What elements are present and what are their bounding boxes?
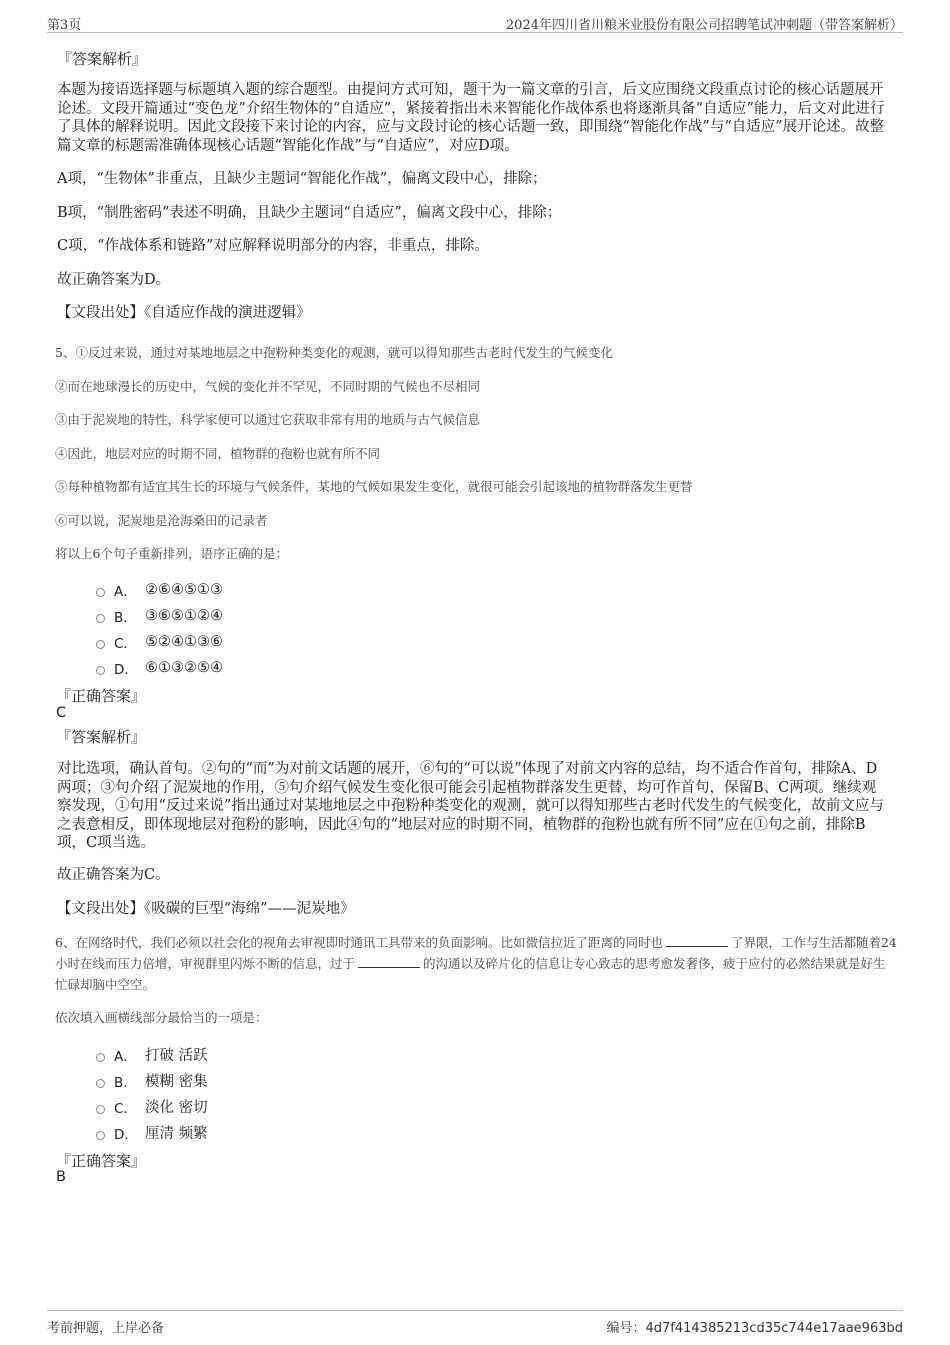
q5-sentence-1: 5、①反过来说，通过对某地地层之中孢粉种类变化的观测，就可以得知那些古老时代发生的气候变化 <box>55 345 613 360</box>
q4-analysis-label: 『答案解析』 <box>57 50 148 68</box>
q4-source: 【文段出处】《自适应作战的演进逻辑》 <box>57 305 311 321</box>
radio-icon[interactable] <box>96 614 105 623</box>
page-number: 第3页 <box>47 18 82 33</box>
q5-analysis-text: 对比选项，确认首句。②句的“而”为对前文话题的展开，⑥句的“可以说”体现了对前文内容的总结，均不适合作首句，排除A、D两项；③句介绍了泥炭地的作用，⑤句介绍气候发生变化很可能会引起植物群落发生更替，均可作首句，保留B、C两项。继续观察发现，①句用“反过来说”指出通过对某地地层之中孢粉种类变化的观测，就可以得知那些古老时代发生的气候变化，故前文应与之表意相反，即体现地层对孢粉的影响，因此④句的“地层对应的时期不同，植物群的孢粉也就有所不同”应在①句之前，排除B项，C项当选。 <box>57 761 884 851</box>
q6-option-d[interactable]: D． 厘清 频繁 <box>96 1122 208 1143</box>
q5-option-c[interactable]: C． ⑤②④①③⑥ <box>96 632 223 652</box>
q5-option-a[interactable]: A． ②⑥④⑤①③ <box>96 580 223 600</box>
document-title: 2024年四川省川粮米业股份有限公司招聘笔试冲刺题（带答案解析） <box>505 18 903 33</box>
q5-sentence-6: ⑥可以说，泥炭地是沧海桑田的记录者 <box>55 513 268 528</box>
q4-option-c-note: C项，“作战体系和链路”对应解释说明部分的内容，非重点，排除。 <box>57 238 489 254</box>
q4-conclusion: 故正确答案为D。 <box>57 272 171 288</box>
q5-option-d[interactable]: D． ⑥①③②⑤④ <box>96 658 223 678</box>
q5-sentence-5: ⑤每种植物都有适宜其生长的环境与气候条件，某地的气候如果发生变化，就很可能会引起该地的植物群落发生更替 <box>55 479 693 494</box>
q6-stem: 6、在网络时代，我们必须以社会化的视角去审视即时通讯工具带来的负面影响。比如微信拉近了距离的同时也 了界限，工作与生活都随着24小时在线而压力倍增，审视群里闪烁不断的信息，过于 的沟通以及碎片化的信息让专心致志的思考愈发奢侈，疲于应付的必然结果就是好生忙碌却脑中空空。 <box>55 935 897 992</box>
q6-answer: B <box>56 1169 66 1185</box>
q5-prompt: 将以上6个句子重新排列，语序正确的是： <box>55 546 288 561</box>
radio-icon[interactable] <box>96 640 105 649</box>
blank-2 <box>358 955 420 968</box>
radio-icon[interactable] <box>96 1079 105 1088</box>
radio-icon[interactable] <box>96 666 105 675</box>
q6-option-b[interactable]: B． 模糊 密集 <box>96 1070 208 1091</box>
footer-slogan: 考前押题，上岸必备 <box>47 1321 165 1336</box>
radio-icon[interactable] <box>96 588 105 597</box>
radio-icon[interactable] <box>96 1053 105 1062</box>
q6-prompt: 依次填入画横线部分最恰当的一项是： <box>55 1010 268 1025</box>
q6-answer-label: 『正确答案』 <box>56 1152 147 1170</box>
q5-source: 【文段出处】《吸碳的巨型“海绵”——泥炭地》 <box>57 901 355 917</box>
page-footer <box>47 1310 903 1337</box>
document-code: 编号：4d7f414385213cd35c744e17aae963bd <box>606 1321 903 1336</box>
q6-option-a[interactable]: A． 打破 活跃 <box>96 1044 208 1065</box>
blank-1 <box>666 934 728 947</box>
q5-analysis-label: 『答案解析』 <box>56 728 147 746</box>
q5-option-b[interactable]: B． ③⑥⑤①②④ <box>96 606 223 626</box>
q4-option-a-note: A项，“生物体”非重点，且缺少主题词“智能化作战”，偏离文段中心，排除； <box>57 171 547 187</box>
q5-answer-label: 『正确答案』 <box>56 687 147 705</box>
q5-answer: C <box>56 705 67 721</box>
q5-sentence-3: ③由于泥炭地的特性，科学家便可以通过它获取非常有用的地质与古气候信息 <box>55 412 481 427</box>
q5-conclusion: 故正确答案为C。 <box>57 867 170 883</box>
radio-icon[interactable] <box>96 1105 105 1114</box>
q4-option-b-note: B项，“制胜密码”表述不明确，且缺少主题词“自适应”，偏离文段中心，排除； <box>57 205 562 221</box>
q5-sentence-4: ④因此，地层对应的时期不同，植物群的孢粉也就有所不同 <box>55 446 381 461</box>
q5-sentence-2: ②而在地球漫长的历史中，气候的变化并不罕见，不同时期的气候也不尽相同 <box>55 379 481 394</box>
q4-analysis-text: 本题为接语选择题与标题填入题的综合题型。由提问方式可知，题干为一篇文章的引言，后文应围绕文段重点讨论的核心话题展开论述。文段开篇通过“变色龙”介绍生物体的“自适应”，紧接着指出未来智能化作战体系也将逐渐具备“自适应”能力，后文对此进行了具体的解释说明。因此文段接下来讨论的内容，应与文段讨论的核心话题一致，即围绕“智能化作战”与“自适应”展开论述。故整篇文章的标题需准确体现核心话题“智能化作战”与“自适应”，对应D项。 <box>57 82 885 154</box>
radio-icon[interactable] <box>96 1131 105 1140</box>
q6-option-c[interactable]: C． 淡化 密切 <box>96 1096 208 1117</box>
page-header <box>47 10 903 33</box>
